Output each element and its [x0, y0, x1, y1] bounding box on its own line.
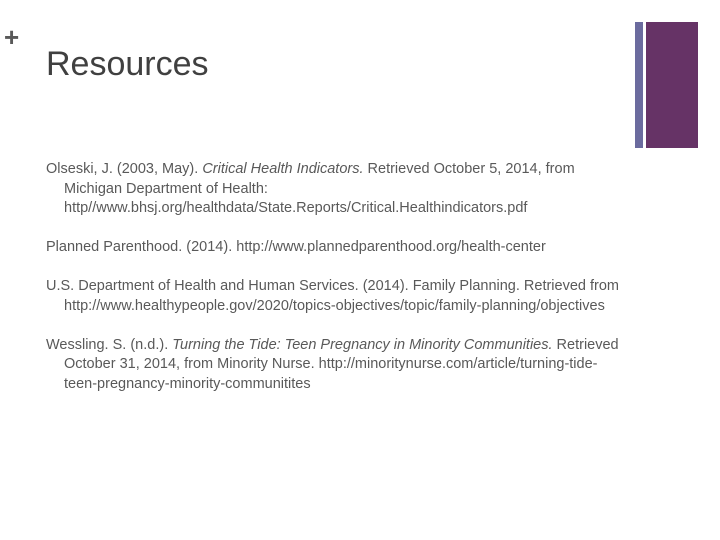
- reference-title: Turning the Tide: Teen Pregnancy in Minority Communities.: [172, 336, 553, 353]
- reference-item: [46, 277, 626, 316]
- accent-bar-wide: [646, 22, 698, 148]
- reference-text: Planned Parenthood. (2014). http://www.plannedparenthood.org/health-center: [46, 239, 546, 255]
- reference-text: Olseski, J. (2003, May).: [46, 161, 203, 177]
- accent-bar-thin: [635, 22, 643, 148]
- reference-item: [46, 160, 626, 219]
- reference-text: Wessling. S. (n.d.).: [46, 336, 173, 353]
- reference-title: Critical Health Indicators.: [202, 161, 364, 177]
- reference-item: [46, 336, 626, 395]
- reference-text: U.S. Department of Health and Human Services. (2014). Family Planning. Retrieved from http://www.healthypeople.gov/2020/topics-objectives/topic/family-planning/objectives: [46, 278, 619, 314]
- slide-title: Resources: [46, 45, 209, 83]
- reference-item: [46, 238, 626, 258]
- reference-text: Retrieved October 31, 2014, from Minority Nurse. http://minoritynurse.com/article/turning-tide-teen-pregnancy-minority-communitites: [64, 336, 619, 392]
- plus-bullet-icon: +: [4, 22, 20, 52]
- reference-text: Retrieved October 5, 2014, from Michigan Department of Health: http//www.bhsj.org/healthdata/State.Reports/Critical.Healthindicators.pdf: [64, 161, 575, 216]
- reference-list: [46, 160, 626, 414]
